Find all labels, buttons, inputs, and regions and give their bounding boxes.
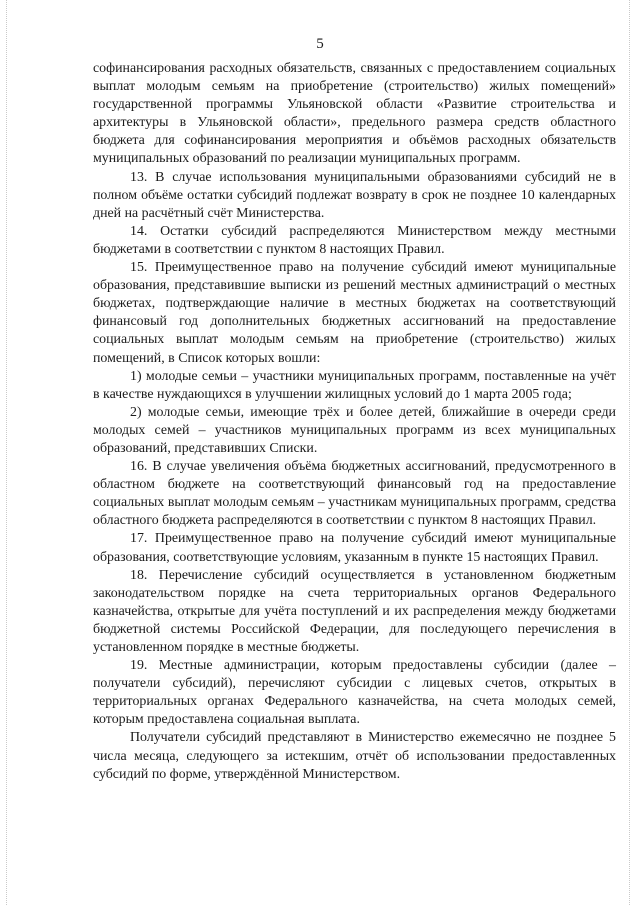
- page-number: 5: [316, 36, 324, 52]
- paragraph-14: 14. Остатки субсидий распределяются Министерством между местными бюджетами в соответствии с пунктом 8 настоящих Правил.: [93, 223, 616, 257]
- paragraph-19: 19. Местные администрации, которым предоставлены субсидии (далее – получатели субсидий), перечисляют субсидии с лицевых счетов, открытых в территориальных органах Федерального казначейства, на счета молодых семей, которым предоставлена социальная выплата.: [93, 658, 616, 728]
- paragraph-13: 13. В случае использования муниципальными образованиями субсидий не в полном объёме остатки субсидий подлежат возврату в срок не позднее 10 календарных дней на расчётный счёт Министерства.: [93, 169, 616, 221]
- paragraph-19-report: Получатели субсидий представляют в Министерство ежемесячно не позднее 5 числа месяца, следующего за истекшим, отчёт об использовании предоставленных субсидий по форме, утверждённой Министерством.: [93, 730, 616, 782]
- paragraph-17: 17. Преимущественное право на получение субсидий имеют муниципальные образования, соответствующие условиям, указанным в пункте 15 настоящих Правил.: [93, 531, 616, 565]
- paragraph-18: 18. Перечисление субсидий осуществляется в установленном бюджетным законодательством порядке на счета территориальных органов Федерального казначейства, открытые для учёта поступлений и их распределения между бюджетами бюджетной системы Российской Федерации, для последующего перечисления в установленном порядке в местные бюджеты.: [93, 567, 616, 655]
- document-body: [93, 60, 616, 784]
- paragraph-15: 15. Преимущественное право на получение субсидий имеют муниципальные образования, представившие выписки из решений местных администраций о местных бюджетах, подтверждающие наличие в местных бюджетах на соответствующий финансовый год дополнительных бюджетных ассигнований на предоставление социальных выплат молодым семьям на приобретение (строительство) жилых помещений, в Список которых вошли:: [93, 260, 616, 366]
- paragraph-continuation: софинансирования расходных обязательств, связанных с предоставлением социальных выплат молодым семьям на приобретение (строительство) жилых помещений» государственной программы Ульяновской области «Развитие строительства и архитектуры в Ульяновской области», предельного размера средств областного бюджета для софинансирования мероприятия и объёмов расходных обязательств муниципальных образований по реализации муниципальных программ.: [93, 61, 616, 167]
- right-scan-edge: [629, 0, 631, 905]
- left-scan-edge: [6, 0, 8, 905]
- paragraph-15-item-2: 2) молодые семьи, имеющие трёх и более детей, ближайшие в очереди среди молодых семей – участников муниципальных программ из всех муниципальных образований, представивших Списки.: [93, 404, 616, 456]
- paragraph-16: 16. В случае увеличения объёма бюджетных ассигнований, предусмотренного в областном бюджете на соответствующий финансовый год на предоставление социальных выплат молодым семьям – участникам муниципальных программ, средства областного бюджета распределяются в соответствии с пунктом 8 настоящих Правил.: [93, 459, 616, 529]
- paragraph-15-item-1: 1) молодые семьи – участники муниципальных программ, поставленные на учёт в качестве нуждающихся в улучшении жилищных условий до 1 марта 2005 года;: [93, 368, 616, 402]
